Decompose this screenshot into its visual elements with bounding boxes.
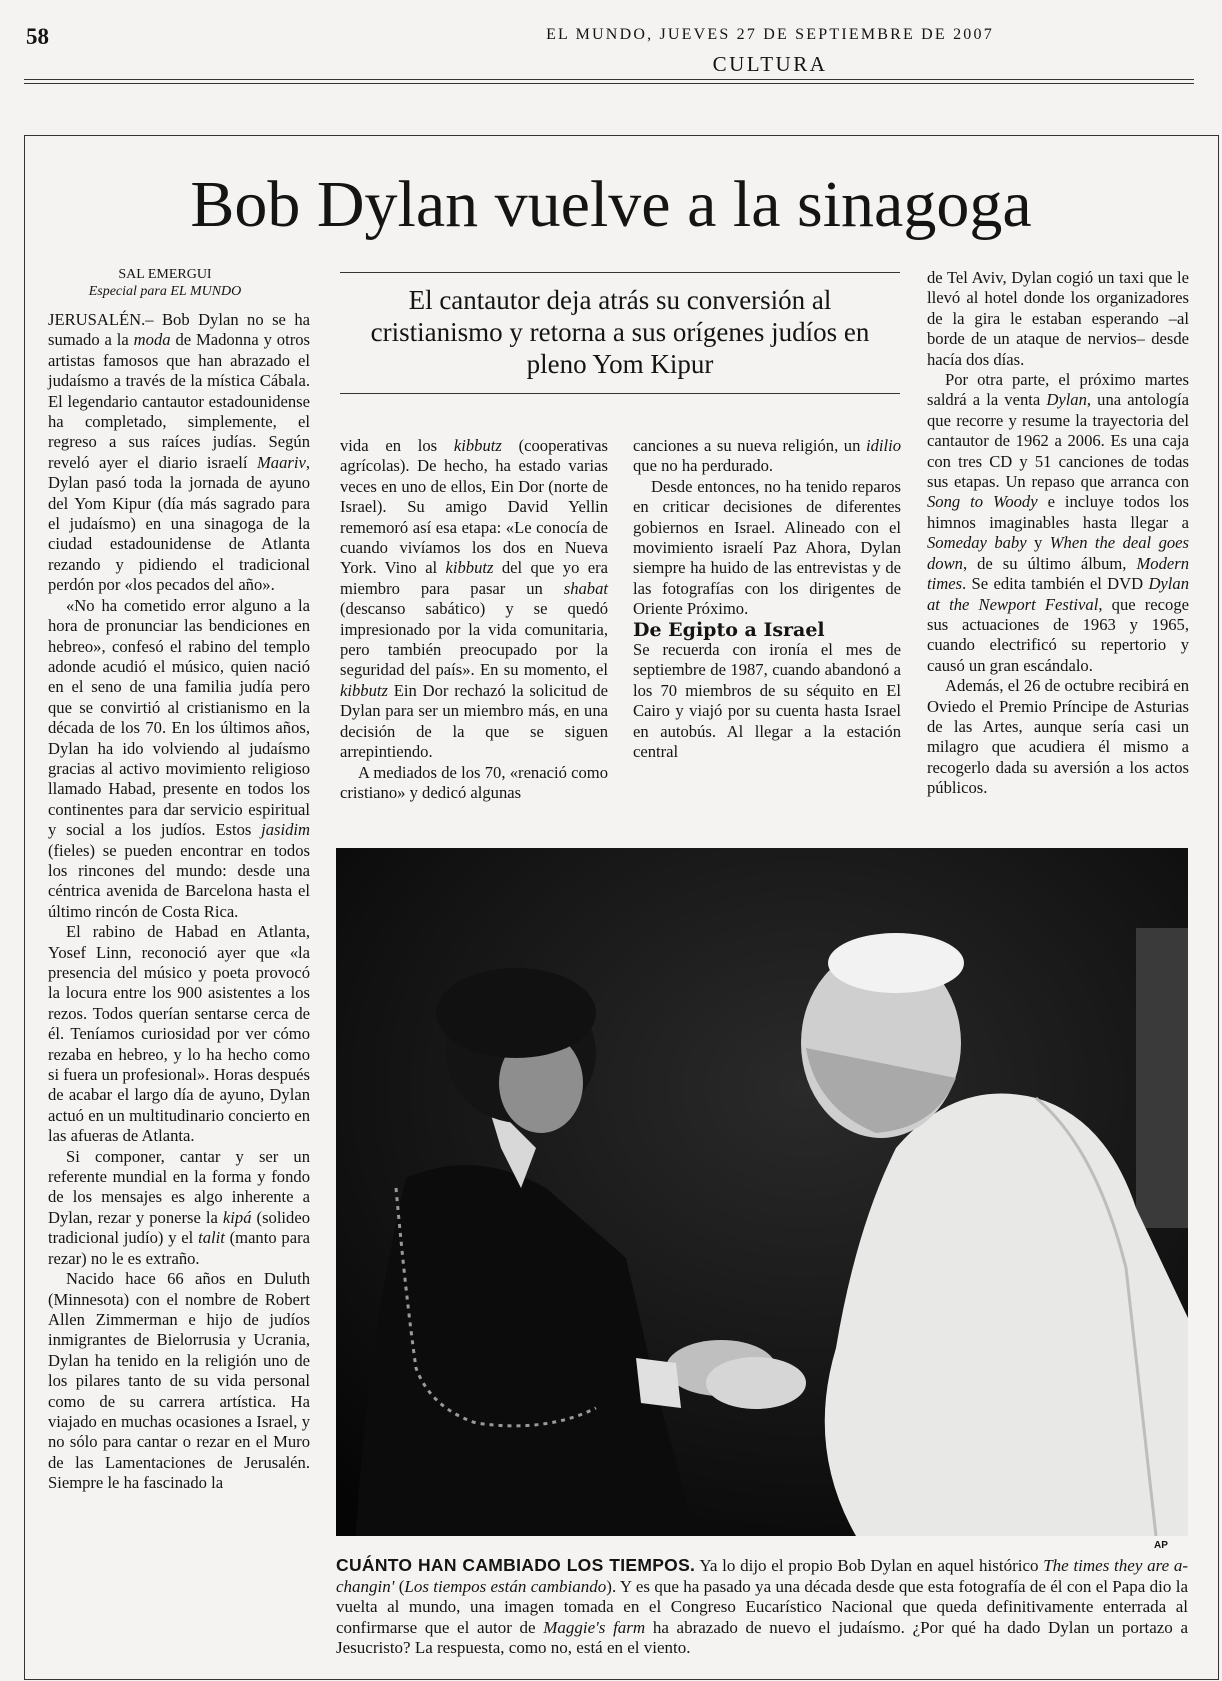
text-run: , que recoge sus actuaciones de 1963 y 1965, cuando electrificó su repertorio y causó un gran escándalo. <box>927 594 1189 675</box>
publication-date: EL MUNDO, JUEVES 27 DE SEPTIEMBRE DE 2007 <box>546 26 994 43</box>
dateline: JERUSALÉN.– <box>48 310 154 329</box>
italic-term: Song to Woody <box>927 492 1038 512</box>
text-run: e incluye todos los himnos imaginables hasta llegar a <box>927 492 1189 532</box>
paragraph <box>48 310 310 596</box>
photo-credit: AP <box>1154 1540 1168 1551</box>
text-run: , Dylan pasó toda la jornada de ayuno del Yom Kipur (día más sagrado para el judaísmo) en una sinagoga de la ciudad estadounidense de Atlanta rezando y pidiendo el tradicional perdón por «los pecados del año». <box>48 452 310 595</box>
page-number: 58 <box>26 24 49 49</box>
subheading: De Egipto a Israel <box>633 618 825 641</box>
text-run: (fieles) se pueden encontrar en todos los rincones del mundo: desde una céntrica avenida de Barcelona hasta el último rincón de Costa Rica. <box>48 840 310 921</box>
column-4 <box>927 268 1189 799</box>
paragraph: Se recuerda con ironía el mes de septiembre de 1987, cuando abandonó a los 70 miembros de su séquito en El Cairo y viajó por su cuenta hasta Israel en autobús. Al llegar a la estación central <box>633 640 901 762</box>
text-run: (cooperativas agrícolas). De hecho, ha estado varias veces en uno de ellos, Ein Dor (norte de Israel). Su amigo David Yellin rememoró así esa etapa: «Le conocía de cuando vivíamos los dos en Nueva York. Vino al <box>340 436 608 578</box>
italic-term: Dylan at the Newport Festival <box>927 574 1189 614</box>
paragraph <box>48 596 310 923</box>
text-run: canciones a su nueva religión, un <box>633 436 866 455</box>
italic-term: kibbutz <box>445 558 494 578</box>
italic-term: Someday baby <box>927 533 1027 553</box>
paragraph: de Tel Aviv, Dylan cogió un taxi que le llevó al hotel donde los organizadores de la gira le estaban esperando –al borde de un ataque de nervios– desde hacía dos días. <box>927 268 1189 369</box>
column-1 <box>48 310 310 1494</box>
italic-term: When the deal goes down <box>927 533 1189 573</box>
italic-term: moda <box>133 330 171 350</box>
italic-term: Los tiempos están cambiando <box>404 1576 607 1596</box>
caption-lead: CUÁNTO HAN CAMBIADO LOS TIEMPOS. <box>336 1555 696 1575</box>
paragraph <box>340 436 608 763</box>
text-run: (descanso sabático) y se quedó impresionado por la vida comunitaria, pero también preocupado por la seguridad del país». En su momento, el <box>340 599 608 680</box>
text-run: Bob Dylan no se ha sumado a la <box>48 310 310 350</box>
header-rule <box>24 83 1194 84</box>
paragraph: Desde entonces, no ha tenido reparos en criticar decisiones de diferentes gobiernos en Israel. Alineado con el movimiento israelí Paz Ahora, Dylan siempre ha huido de las entrevistas y de las fotografías con los dirigentes de Oriente Próximo. <box>633 476 901 619</box>
text-run: ( <box>394 1576 405 1596</box>
italic-term: shabat <box>563 578 608 598</box>
text-run: . Se edita también el DVD <box>962 574 1149 594</box>
paragraph: A mediados de los 70, «renació como cristiano» y dedicó algunas <box>340 762 608 802</box>
text-run: vida en los <box>340 436 454 455</box>
author-name: SAL EMERGUI <box>118 267 212 282</box>
column-2 <box>340 436 608 803</box>
text-run: (solideo tradicional judío) y el <box>48 1207 310 1248</box>
text-run: Ein Dor rechazó la solicitud de Dylan para ser un miembro más, en una decisión de la que se siguen arrepintiendo. <box>340 680 608 762</box>
text-run: «No ha cometido error alguno a la hora de pronunciar las bendiciones en hebreo», confesó el rabino del templo adonde acudió el músico, quien nació en el seno de una familia judía pero que se convirtió al cristianismo en la década de los 70. En los últimos años, Dylan ha ido volviendo al judaísmo gracias al activo movimiento religioso llamado Habad, presente en todos los continentes para dar servicio espiritual y social a los judíos. Estos <box>48 595 310 840</box>
italic-term: jasidim <box>261 820 310 840</box>
paragraph <box>48 1147 310 1269</box>
text-run: Si componer, cantar y ser un referente mundial en la forma y fondo de los mensajes es algo inherente a Dylan, rezar y ponerse la <box>48 1146 310 1227</box>
text-run: y <box>1026 533 1050 553</box>
italic-term: kibbutz <box>453 436 502 455</box>
text-run: del que yo era miembro para pasar un <box>340 558 608 598</box>
byline <box>40 266 290 300</box>
italic-term: The times they are a-changin' <box>336 1556 1188 1596</box>
author-role: Especial para EL MUNDO <box>88 284 242 299</box>
text-run: ha abrazado de nuevo el judaísmo. ¿Por qué ha dado Dylan un portazo a Jesucristo? La respuesta, como no, está en el viento. <box>336 1617 1188 1657</box>
italic-term: Dylan <box>1046 390 1087 410</box>
deck: El cantautor deja atrás su conversión al cristianismo y retorna a sus orígenes judíos en pleno Yom Kipur <box>340 272 900 394</box>
section-title: CULTURA <box>712 52 828 76</box>
text-run: Por otra parte, el próximo martes saldrá a la venta <box>927 370 1189 410</box>
italic-term: Maariv <box>256 452 306 472</box>
headline: Bob Dylan vuelve a la sinagoga <box>190 168 1032 241</box>
paragraph <box>633 436 901 477</box>
text-run: , una antología que recorre y resume la trayectoria del cantautor de 1962 a 2006. Es una caja con tres CD y 51 canciones de todas sus etapas. Un repaso que arranca con <box>927 390 1189 492</box>
paragraph: El rabino de Habad en Atlanta, Yosef Linn, reconoció ayer que «la presencia del músico y poeta provocó la locura entre los 900 asistentes a los rezos. Todos querían sentarse cerca de él. Teníamos curiosidad por ver cómo rezaba en hebreo, y lo ha hecho como si fuera un profesional». Horas después de acabar el largo día de ayuno, Dylan actuó en un multitudinario concierto en las afueras de Atlanta. <box>48 922 310 1146</box>
text-run: Ya lo dijo el propio Bob Dylan en aquel histórico <box>695 1556 1044 1575</box>
header-rule <box>24 79 1194 80</box>
paragraph: Además, el 26 de octubre recibirá en Oviedo el Premio Príncipe de Asturias de las Artes, aunque sería casi un milagro que acudiera él mismo a recogerlo dada su aversión a los actos públicos. <box>927 676 1189 798</box>
photo-illustration <box>336 848 1188 1536</box>
italic-term: kibbutz <box>340 680 388 700</box>
text-run: de Madonna y otros artistas famosos que han abrazado el judaísmo a través de la mística Cábala. El legendario cantautor estadounidense ha completado, simplemente, el regreso a sus raíces judías. Según reveló ayer el diario israelí <box>48 330 310 472</box>
italic-term: idilio <box>865 436 901 455</box>
text-run: ). Y es que ha pasado ya una década desde que esta fotografía de él con el Papa dio la vuelta al mundo, una imagen tomada en el Congreso Eucarístico Nacional que queda definitivamente enterrada al confirmarse que el autor de <box>336 1576 1189 1637</box>
italic-term: kipá <box>222 1207 252 1227</box>
italic-term: talit <box>198 1228 225 1248</box>
text-run: (manto para rezar) no le es extraño. <box>48 1228 310 1268</box>
text-run: , de su último álbum, <box>962 553 1137 573</box>
italic-term: Maggie's farm <box>543 1617 646 1637</box>
photo-caption <box>336 1555 1188 1659</box>
paragraph <box>927 370 1189 676</box>
text-run: que no ha perdurado. <box>633 456 774 476</box>
italic-term: Modern times <box>927 553 1189 594</box>
paragraph: Nacido hace 66 años en Duluth (Minnesota) con el nombre de Robert Allen Zimmerman e hijo de judíos inmigrantes de Bielorrusia y Ucrania, Dylan ha tenido en la religión uno de los pilares tanto de su vida personal como de su carrera artística. Ha viajado en muchas ocasiones a Israel, y no sólo para cantar o rezar en el Muro de las Lamentaciones de Jerusalén. Siempre le ha fascinado la <box>48 1269 310 1493</box>
news-photo <box>336 848 1188 1536</box>
column-3 <box>633 436 901 763</box>
